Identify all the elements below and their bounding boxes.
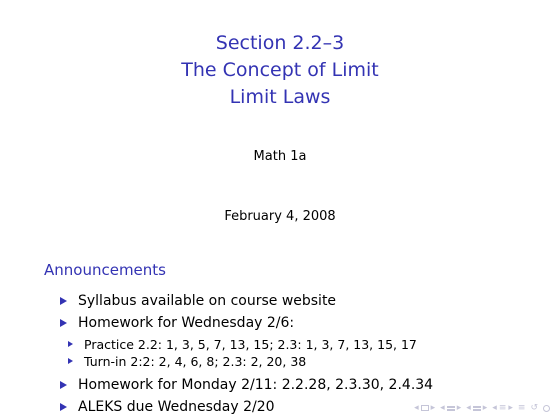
nav-group-extra — [492, 402, 513, 414]
nav-group-section — [440, 402, 461, 414]
list-item — [60, 374, 550, 396]
list-item-text: Syllabus available on course website — [78, 293, 337, 309]
announcements-heading: Announcements — [44, 261, 166, 279]
small-triangle-bullet-icon — [68, 358, 73, 364]
author: Math 1a — [253, 149, 307, 164]
list-item-text: Homework for Wednesday 2/6: — [78, 315, 295, 331]
list-item — [60, 290, 550, 312]
nav-doc-next-icon[interactable]: ▸ — [508, 403, 513, 413]
nav-next-icon[interactable]: ▸ — [430, 403, 436, 413]
nav-doc-prev-icon[interactable]: ◂ — [492, 403, 497, 413]
nav-prev-icon[interactable]: ◂ — [440, 403, 445, 413]
triangle-bullet-icon — [60, 297, 67, 305]
list-item-text: ALEKS due Wednesday 2/20 — [78, 399, 275, 415]
small-triangle-bullet-icon — [68, 341, 73, 347]
list-item-text: Homework for Monday 2/11: 2.2.28, 2.3.30, 2.4.34 — [78, 377, 434, 393]
nav-section-next-icon[interactable]: ▸ — [456, 403, 462, 413]
nav-subsection-icon[interactable] — [473, 406, 481, 411]
nav-group-subsection — [466, 402, 487, 414]
sublist-item-text: Practice 2.2: 1, 3, 5, 7, 13, 15; 2.3: 1, 3, 7, 13, 15, 17 — [84, 337, 417, 352]
title-line-section: Section 2.2–3 — [215, 32, 345, 54]
sublist — [68, 336, 550, 370]
nav-subsection-next-icon[interactable]: ▸ — [482, 403, 488, 413]
triangle-bullet-icon — [60, 403, 67, 411]
nav-subsection-prev-icon[interactable]: ◂ — [466, 403, 471, 413]
title-block — [0, 30, 560, 111]
nav-section-icon[interactable] — [447, 406, 455, 411]
nav-doc-icon[interactable]: ≡ — [498, 403, 507, 413]
nav-align-icon[interactable]: ≡ — [517, 403, 526, 413]
sublist-item — [68, 353, 550, 370]
title-line-topic: The Concept of Limit — [181, 59, 379, 81]
nav-first-icon[interactable]: ◂ — [414, 403, 419, 413]
nav-back-icon[interactable]: ↺ — [530, 403, 538, 413]
list-item — [60, 312, 550, 334]
beamer-navigation-bar — [414, 402, 550, 414]
nav-search-icon[interactable] — [543, 405, 550, 412]
triangle-bullet-icon — [60, 381, 67, 389]
sublist-item-text: Turn-in 2:2: 2, 4, 6, 8; 2.3: 2, 20, 38 — [84, 354, 307, 369]
title-line-subtopic: Limit Laws — [229, 86, 331, 108]
sublist-item — [68, 336, 550, 353]
triangle-bullet-icon — [60, 319, 67, 327]
announcements-list — [60, 290, 550, 418]
nav-frame-icon[interactable] — [421, 405, 429, 411]
nav-group-frame — [414, 402, 435, 414]
date: February 4, 2008 — [224, 209, 336, 224]
